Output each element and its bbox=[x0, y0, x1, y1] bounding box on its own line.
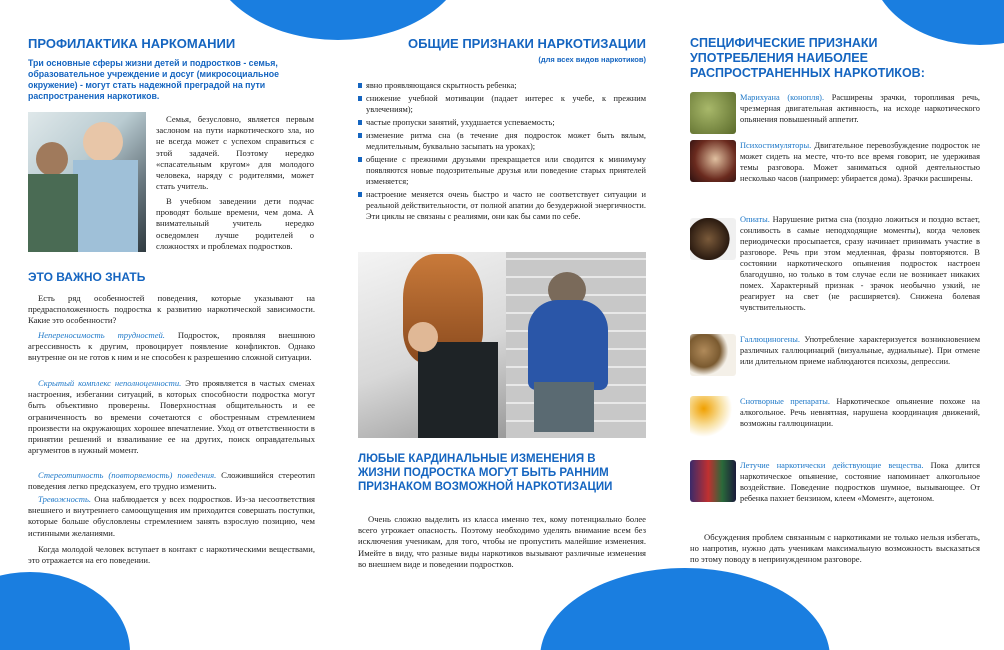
sitting-teen-photo bbox=[506, 252, 646, 438]
drug-marijuana-desc: Расширены зрачки, торопливая речь, чрезмерная двигательная активность, на исходе наркотического опьянения повышенный аппетит. bbox=[740, 93, 980, 124]
middle-title: ОБЩИЕ ПРИЗНАКИ НАРКОТИЗАЦИИ bbox=[408, 36, 646, 51]
drug-sleeping-pills-name: Снотворные препараты. bbox=[740, 397, 830, 406]
feature-anxiety-text: Она наблюдается у всех подростков. Из-за несоответствия внешнего и внутреннего самоощущения им приходится совершать поступки, которые больше обусловлены стремлением занять взрослую позицию, чем истинными желаниями. bbox=[28, 494, 315, 538]
teen-body bbox=[418, 342, 498, 438]
sleeping-pills-image bbox=[690, 396, 736, 438]
middle-panel bbox=[358, 0, 646, 650]
left-para2: В учебном заведении дети подчас проводят больше времени, чем дома. А внимательный учитель нередко осведомлен лучше родителей о сложностях и проблемах подростков. bbox=[156, 196, 314, 251]
left-panel bbox=[28, 0, 316, 650]
left-para1: Семья, безусловно, является первым заслоном на пути наркотического зла, но не всегда может с успехом справиться с этой задачей. Поэтому нередко «спасательным кругом» для молодого человека, наряду с родителями, может стать учитель. bbox=[156, 114, 314, 192]
drug-opiates bbox=[690, 214, 980, 334]
feature-inferiority-text: Это проявляется в частых сменах настроения, избегании ситуаций, в которых способности подростка могут быть объективно проверены. Поверхностная общительность и ее ограниченность во времени сочетаются с обостренным стремлением произвести на окружающих хорошее впечатление. Уход от ответственности в принятии решений и взваливание ее на других, поиск оправдательных аргументов в нужный момент. bbox=[28, 378, 316, 456]
drug-opiates-name: Опиаты. bbox=[740, 215, 770, 224]
teacher-figure bbox=[83, 122, 123, 162]
volatile-substances-image bbox=[690, 460, 736, 502]
drug-hallucinogens bbox=[690, 334, 980, 390]
stimulants-image bbox=[690, 140, 736, 182]
drug-stimulants-name: Психостимуляторы. bbox=[740, 141, 812, 150]
drug-marijuana-text bbox=[740, 92, 980, 125]
drug-hallucinogens-desc: Употребление характеризуется возникновением различных галлюцинаций (визуальные, аудиальные). При отмене или длительном приеме наблюдаются психозы, депрессии. bbox=[740, 335, 980, 366]
drug-sleeping-pills-desc: Наркотическое опьянение похоже на алкогольное. Речь невнятная, нарушена координация движений, возможны галлюцинации. bbox=[740, 397, 980, 428]
left-intro: Три основные сферы жизни детей и подростков - семья, образовательное учреждение и досуг (микросоциальное окружение) - могут стать надежной преградой на пути распространения наркотиков. bbox=[28, 58, 280, 101]
drug-volatile-name: Летучие наркотически действующие вещества. bbox=[740, 461, 924, 470]
drug-opiates-text bbox=[740, 214, 980, 313]
important-intro: Есть ряд особенностей поведения, которые указывают на предрасположенность подростка к развитию наркотической зависимости. Какие это особенности? bbox=[28, 293, 315, 326]
feature-anxiety-name: Тревожность. bbox=[38, 494, 92, 504]
right-closing: Обсуждения проблем связанным с наркотиками не только нельзя избегать, но напротив, нужно дать ученикам максимальную возможность высказаться по этому поводу в непринужденном разговоре. bbox=[690, 532, 980, 565]
student-body bbox=[28, 174, 78, 252]
student-head bbox=[36, 142, 68, 176]
teen-legs bbox=[534, 382, 594, 432]
feature-stereotype bbox=[28, 470, 315, 492]
drug-stimulants-text bbox=[740, 140, 980, 184]
teen-hoodie bbox=[528, 300, 608, 390]
drug-hallucinogens-text bbox=[740, 334, 980, 367]
drug-opiates-desc: Нарушение ритма сна (поздно ложиться и поздно встает, сонливость в самые неподходящие моменты), когда человек периодически просыпается, сразу начинает принимать участие в разговоре. Речь при этом медленная, фразы повторяются. В состоянии наркотического опьянения подросток настроен благодушно, но только в том случае если не возникает никаких помех. Характерный признак - зрачок необычно узкий, не реагирует на свет (не расширяется). Снижена болевая чувствительность. bbox=[740, 215, 980, 312]
right-title-line1: СПЕЦИФИЧЕСКИЕ ПРИЗНАКИ bbox=[690, 36, 878, 50]
drug-stimulants-desc: Двигательное перевозбуждение подросток не может сидеть на месте, что-то все время говорит, не удерживая темы разговора. Может заниматься одной деятельностью несколько часов (например: убирается дома). Зрачки расширены. bbox=[740, 141, 980, 183]
feature-stereotype-name: Стереотипность (повторяемость) поведения. bbox=[38, 470, 217, 480]
middle-subtitle: (для всех видов наркотиков) bbox=[538, 55, 646, 64]
feature-intolerance-name: Непереносимость трудностей. bbox=[38, 330, 165, 340]
list-item: изменение ритма сна (в течение дня подросток может быть вялым, медлительным, буквально засыпать на уроках); bbox=[358, 130, 646, 152]
feature-intolerance-text: Подросток, проявляя внешнюю агрессивность к другим, провоцирует появление конфликтов. Однако внутренне он не готов к ним и не способен к разрешению сложной ситуации. bbox=[28, 330, 315, 363]
teen-hand bbox=[408, 322, 438, 352]
feature-intolerance bbox=[28, 330, 315, 364]
teacher-student-photo bbox=[28, 112, 146, 252]
drug-hallucinogens-name: Галлюциногены. bbox=[740, 335, 800, 344]
teacher-body bbox=[73, 160, 138, 252]
drug-stimulants bbox=[690, 140, 980, 210]
list-item: явно проявляющаяся скрытность ребенка; bbox=[358, 80, 646, 91]
drug-volatile bbox=[690, 460, 980, 520]
right-title bbox=[690, 36, 925, 81]
list-item: общение с прежними друзьями прекращается или сводится к минимуму появляются новые подозрительные друзья или поведение старых приятелей изменяется; bbox=[358, 154, 646, 187]
feature-anxiety bbox=[28, 494, 315, 539]
sad-teen-photo bbox=[358, 252, 506, 438]
changes-title: ЛЮБЫЕ КАРДИНАЛЬНЫЕ ИЗМЕНЕНИЯ В ЖИЗНИ ПОДРОСТКА МОГУТ БЫТЬ РАННИМ ПРИЗНАКОМ ВОЗМОЖНОЙ НАРКОТИЗАЦИИ bbox=[358, 453, 613, 493]
feature-inferiority-name: Скрытый комплекс неполноценности. bbox=[38, 378, 182, 388]
right-panel bbox=[690, 0, 980, 650]
general-signs-list bbox=[358, 80, 646, 224]
hallucinogens-image bbox=[690, 334, 736, 376]
drug-volatile-text bbox=[740, 460, 980, 504]
feature-stereotype-text: Сложившийся стереотип поведения легко предсказуем, его трудно изменить. bbox=[28, 470, 315, 492]
opiates-image bbox=[690, 218, 736, 260]
left-closing: Когда молодой человек вступает в контакт с наркотическими веществами, это отражается на его поведении. bbox=[28, 544, 315, 566]
drug-marijuana-name: Марихуана (конопля). bbox=[740, 93, 825, 102]
list-item: частые пропуски занятий, ухудшается успеваемость; bbox=[358, 117, 646, 128]
drug-sleeping-pills bbox=[690, 396, 980, 444]
drug-marijuana bbox=[690, 92, 980, 136]
changes-text: Очень сложно выделить из класса именно тех, кому потенциально более всего угрожает опасность. Поэтому необходимо уделять внимание всем без исключения ученикам, для того, чтобы не пропустить малейшие изменения. Имейте в виду, что разные виды наркотиков вызывают различные изменения во внешнем виде и поведении подростков. bbox=[358, 514, 646, 569]
right-title-line3: РАСПРОСТРАНЕННЫХ НАРКОТИКОВ: bbox=[690, 66, 925, 80]
marijuana-image bbox=[690, 92, 736, 134]
drug-sleeping-pills-text bbox=[740, 396, 980, 429]
list-item: снижение учебной мотивации (падает интерес к учебе, к прежним увлечениям); bbox=[358, 93, 646, 115]
left-title: ПРОФИЛАКТИКА НАРКОМАНИИ bbox=[28, 36, 236, 51]
feature-inferiority bbox=[28, 378, 315, 456]
drug-volatile-desc: Пока длится наркотическое опьянение, состояние напоминает алкогольное воздействие. Поведение подростков шумное, вызывающее. От ребенка пахнет бензином, клеем «Момент», ацетоном. bbox=[740, 461, 980, 503]
important-title: ЭТО ВАЖНО ЗНАТЬ bbox=[28, 270, 146, 284]
right-title-line2: УПОТРЕБЛЕНИЯ НАИБОЛЕЕ bbox=[690, 51, 868, 65]
list-item: настроение меняется очень быстро и часто не соответствует ситуации и реальной действительности, от полной апатии до безудержной энергичности. Эти циклы не связаны с реалиями, они как бы сами по себе. bbox=[358, 189, 646, 222]
